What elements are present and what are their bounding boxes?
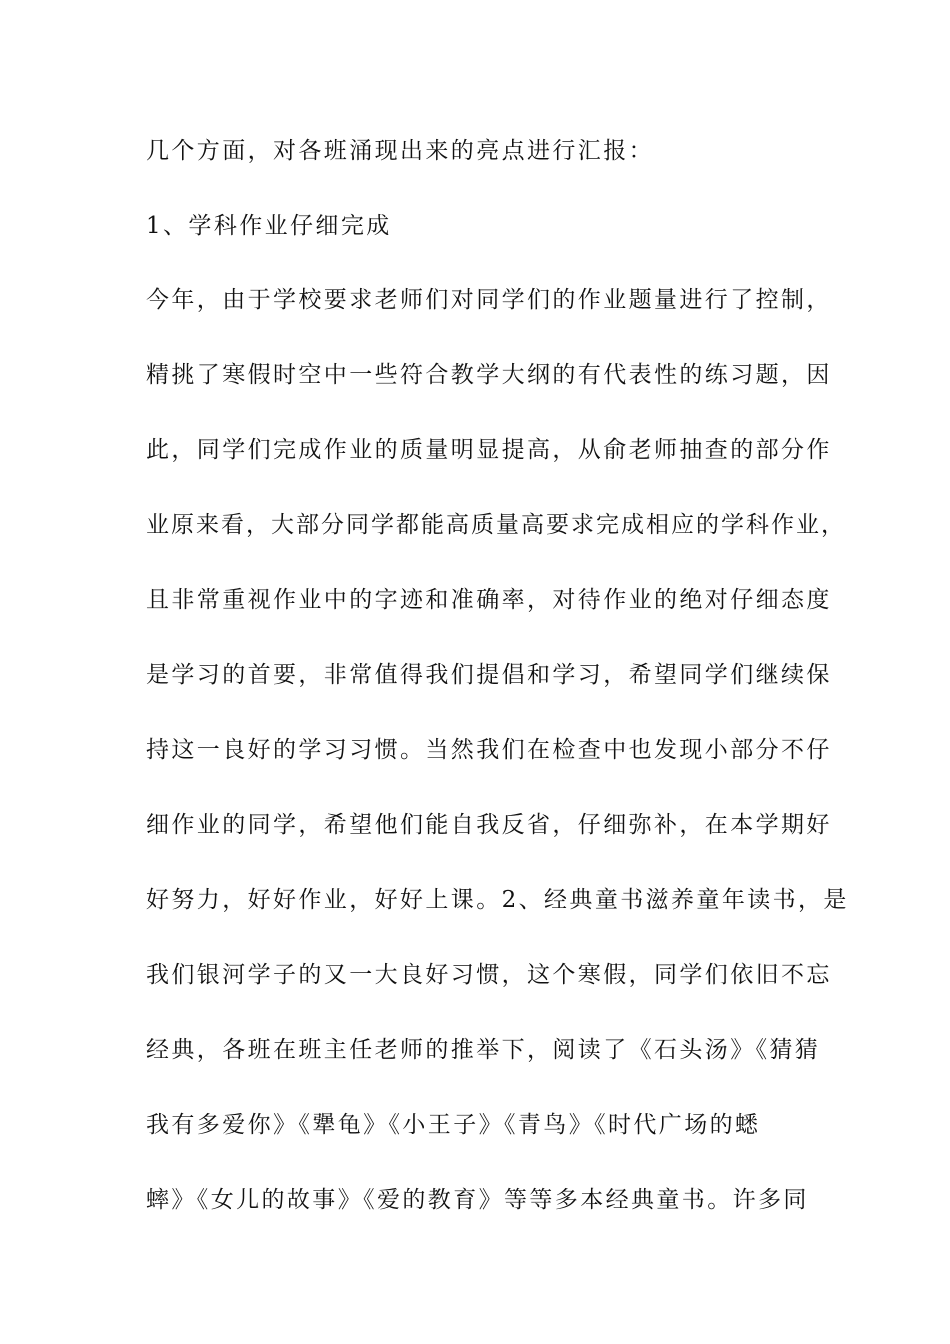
text-line: 是学习的首要，非常值得我们提倡和学习，希望同学们继续保 bbox=[146, 662, 832, 688]
text-line: 业原来看，大部分同学都能高质量高要求完成相应的学科作业， bbox=[146, 512, 846, 538]
text-line: 好努力，好好作业，好好上课。2、经典童书滋养童年读书，是 bbox=[146, 887, 849, 913]
text-line: 持这一良好的学习习惯。当然我们在检查中也发现小部分不仔 bbox=[146, 737, 832, 763]
section-heading: 1、学科作业仔细完成 bbox=[146, 213, 392, 239]
text-line: 细作业的同学，希望他们能自我反省，仔细弥补，在本学期好 bbox=[146, 812, 832, 838]
text-line: 蟀》《女儿的故事》《爱的教育》等等多本经典童书。许多同 bbox=[146, 1187, 809, 1213]
text-line: 今年，由于学校要求老师们对同学们的作业题量进行了控制， bbox=[146, 287, 832, 313]
text-line: 且非常重视作业中的字迹和准确率，对待作业的绝对仔细态度 bbox=[146, 587, 832, 613]
text-line: 我有多爱你》《犟龟》《小王子》《青鸟》《时代广场的蟋 bbox=[146, 1112, 761, 1138]
text-line: 经典，各班在班主任老师的推举下，阅读了《石头汤》《猜猜 bbox=[146, 1037, 821, 1063]
text-line: 我们银河学子的又一大良好习惯，这个寒假，同学们依旧不忘 bbox=[146, 962, 832, 988]
text-line: 几个方面，对各班涌现出来的亮点进行汇报： bbox=[146, 138, 654, 164]
text-line: 精挑了寒假时空中一些符合教学大纲的有代表性的练习题，因 bbox=[146, 362, 832, 388]
text-line: 此，同学们完成作业的质量明显提高，从俞老师抽查的部分作 bbox=[146, 437, 832, 463]
